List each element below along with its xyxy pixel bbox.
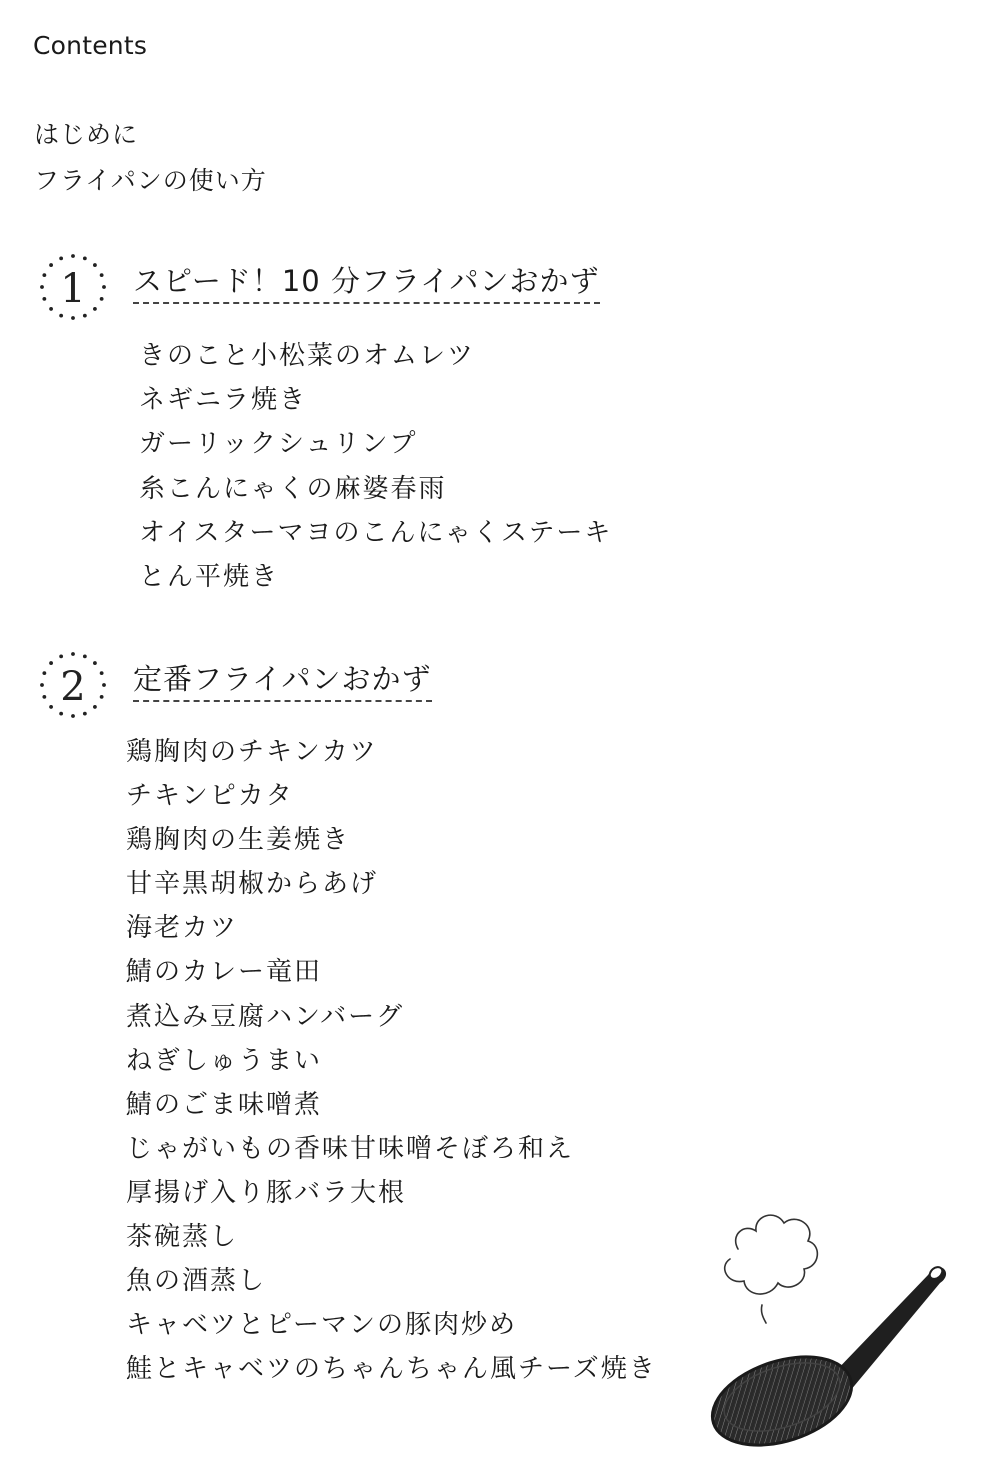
- chapter-number: 1: [60, 266, 86, 312]
- chapter-title[interactable]: 定番フライパンおかず: [133, 660, 432, 702]
- page-title: Contents: [33, 31, 148, 60]
- list-item[interactable]: オイスターマヨのこんにゃくステーキ: [139, 517, 613, 548]
- badge-dot: [93, 705, 97, 709]
- badge-dot: [49, 661, 53, 665]
- badge-dot: [93, 307, 97, 311]
- list-item[interactable]: チキンピカタ: [126, 781, 294, 812]
- list-item[interactable]: 鯖のカレー竜田: [126, 957, 323, 988]
- badge-dot: [83, 256, 87, 260]
- list-item[interactable]: 糸こんにゃくの麻婆春雨: [139, 473, 447, 504]
- badge-dot: [93, 263, 97, 267]
- badge-dot: [49, 263, 53, 267]
- badge-dot: [100, 297, 104, 301]
- badge-dot: [42, 273, 46, 277]
- list-item[interactable]: 茶碗蒸し: [126, 1222, 239, 1253]
- badge-dot: [83, 314, 87, 318]
- chapter-item-list: [139, 334, 612, 599]
- badge-dot: [49, 307, 53, 311]
- badge-dot: [83, 654, 87, 658]
- badge-dot: [49, 705, 53, 709]
- list-item[interactable]: 鮭とキャベツのちゃんちゃん風チーズ焼き: [126, 1354, 657, 1385]
- badge-dot: [59, 256, 63, 260]
- badge-dot: [59, 654, 63, 658]
- badge-dot: [100, 671, 104, 675]
- badge-dot: [100, 695, 104, 699]
- badge-dot: [102, 683, 106, 687]
- chapter-number-badge: [38, 650, 108, 720]
- badge-dot: [40, 683, 44, 687]
- list-item[interactable]: 鯖のごま味噌煮: [126, 1089, 323, 1120]
- list-item[interactable]: 鶏胸肉の生姜焼き: [126, 825, 351, 856]
- intro-item-how-to-use[interactable]: フライパンの使い方: [34, 166, 267, 195]
- badge-dot: [42, 695, 46, 699]
- badge-dot: [100, 273, 104, 277]
- list-item[interactable]: ガーリックシュリンプ: [139, 429, 418, 460]
- list-item[interactable]: 甘辛黒胡椒からあげ: [126, 869, 379, 900]
- list-item[interactable]: 海老カツ: [126, 913, 239, 944]
- badge-dot: [102, 285, 106, 289]
- intro-item-preface[interactable]: はじめに: [34, 120, 139, 149]
- badge-dot: [71, 254, 75, 258]
- badge-dot: [71, 316, 75, 320]
- badge-dot: [59, 712, 63, 716]
- badge-dot: [59, 314, 63, 318]
- list-item[interactable]: 厚揚げ入り豚バラ大根: [126, 1177, 407, 1208]
- chapter-title[interactable]: スピード！10 分フライパンおかず: [133, 262, 600, 304]
- list-item[interactable]: きのこと小松菜のオムレツ: [139, 341, 476, 371]
- badge-dot: [71, 714, 75, 718]
- badge-dot: [42, 671, 46, 675]
- list-item[interactable]: ねぎしゅうまい: [126, 1045, 323, 1076]
- badge-dot: [83, 712, 87, 716]
- list-item[interactable]: キャベツとピーマンの豚肉炒め: [126, 1310, 517, 1341]
- frying-pan-with-steam-icon: [700, 1205, 960, 1455]
- list-item[interactable]: 魚の酒蒸し: [126, 1266, 267, 1297]
- badge-dot: [42, 297, 46, 301]
- list-item[interactable]: ネギニラ焼き: [139, 385, 308, 416]
- list-item[interactable]: 鶏胸肉のチキンカツ: [126, 737, 378, 767]
- chapter-number-badge: [38, 252, 108, 322]
- list-item[interactable]: じゃがいもの香味甘味噌そぼろ和え: [126, 1133, 575, 1164]
- badge-dot: [40, 285, 44, 289]
- chapter-item-list: [126, 730, 657, 1391]
- intro-list: [34, 116, 267, 208]
- badge-dot: [71, 652, 75, 656]
- badge-dot: [93, 661, 97, 665]
- list-item[interactable]: 煮込み豆腐ハンバーグ: [126, 1001, 405, 1032]
- chapter-number: 2: [60, 664, 86, 710]
- list-item[interactable]: とん平焼き: [139, 561, 280, 592]
